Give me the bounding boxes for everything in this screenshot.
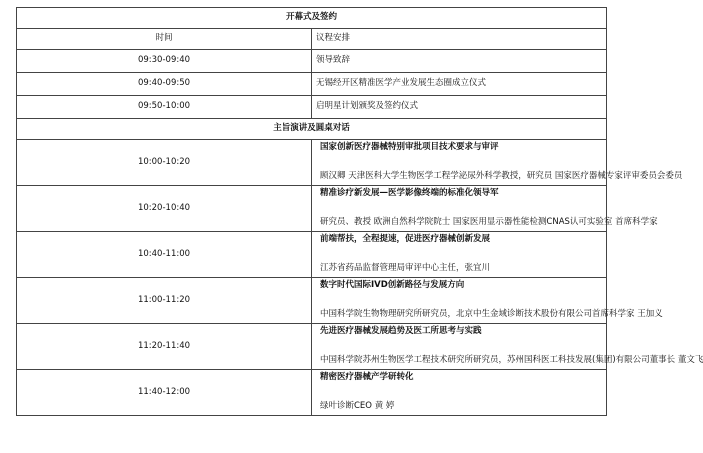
talk-time: 11:00-11:20	[17, 278, 312, 324]
table-row	[17, 186, 607, 232]
header-agenda: 议程安排	[312, 29, 607, 50]
talk-time: 10:40-11:00	[17, 232, 312, 278]
talk-time: 11:20-11:40	[17, 324, 312, 370]
agenda-table	[16, 7, 703, 416]
talk-speaker: 中国科学院生物物理研究所研究员，北京中生金域诊断技术股份有限公司首席科学家 王加义	[320, 309, 663, 320]
talk-speaker: 顾汉卿 天津医科大学生物医学工程学泌尿外科学教授，研究员 国家医疗器械专家评审委员会委员	[320, 171, 683, 182]
talk-cell	[312, 324, 703, 370]
table-row	[17, 96, 607, 119]
row-time: 09:40-09:50	[17, 73, 312, 96]
talk-cell	[312, 186, 658, 232]
row-time: 09:50-10:00	[17, 96, 312, 119]
table-row	[17, 370, 607, 416]
row-time: 09:30-09:40	[17, 50, 312, 73]
talk-speaker: 绿叶诊断CEO 黄 婷	[320, 401, 395, 412]
table-row	[17, 324, 607, 370]
table-row	[17, 278, 607, 324]
table-row	[17, 50, 607, 73]
talk-time: 10:00-10:20	[17, 140, 312, 186]
talk-speaker: 江苏省药品监督管理局审评中心主任，张宜川	[320, 263, 491, 274]
talk-time: 10:20-10:40	[17, 186, 312, 232]
table-row	[17, 232, 607, 278]
row-item: 启明星计划颁奖及签约仪式	[312, 96, 607, 119]
talk-speaker: 研究员、教授 欧洲自然科学院院士 国家医用显示器性能检测CNAS认可实验室 首席科学家	[320, 217, 658, 228]
header-row	[17, 29, 607, 50]
talk-title: 先进医疗器械发展趋势及医工所思考与实践	[320, 326, 482, 336]
talk-cell	[312, 140, 683, 186]
talk-title: 数字时代国际IVD创新路径与发展方向	[320, 280, 465, 290]
talk-title: 精准诊疗新发展—医学影像终端的标准化领导军	[320, 188, 499, 198]
talk-cell	[312, 370, 607, 416]
table-row	[17, 73, 607, 96]
talk-title: 国家创新医疗器械特别审批项目技术要求与审评	[320, 142, 499, 152]
talk-title: 前端帮扶，全程提速，促进医疗器械创新发展	[320, 234, 491, 244]
table-row	[17, 140, 607, 186]
row-item: 领导致辞	[312, 50, 607, 73]
section-row-keynote	[17, 119, 607, 140]
talk-time: 11:40-12:00	[17, 370, 312, 416]
section-row-opening	[17, 8, 607, 29]
row-item: 无锡经开区精准医学产业发展生态圈成立仪式	[312, 73, 607, 96]
talk-speaker: 中国科学院苏州生物医学工程技术研究所研究员，苏州国科医工科技发展(集团)有限公司董事长 董文飞	[320, 355, 703, 366]
talk-title: 精密医疗器械产学研转化	[320, 372, 414, 382]
section-title-keynote: 主旨演讲及圆桌对话	[17, 119, 607, 140]
talk-cell	[312, 278, 663, 324]
talk-cell	[312, 232, 607, 278]
section-title-opening: 开幕式及签约	[17, 8, 607, 29]
header-time: 时间	[17, 29, 312, 50]
